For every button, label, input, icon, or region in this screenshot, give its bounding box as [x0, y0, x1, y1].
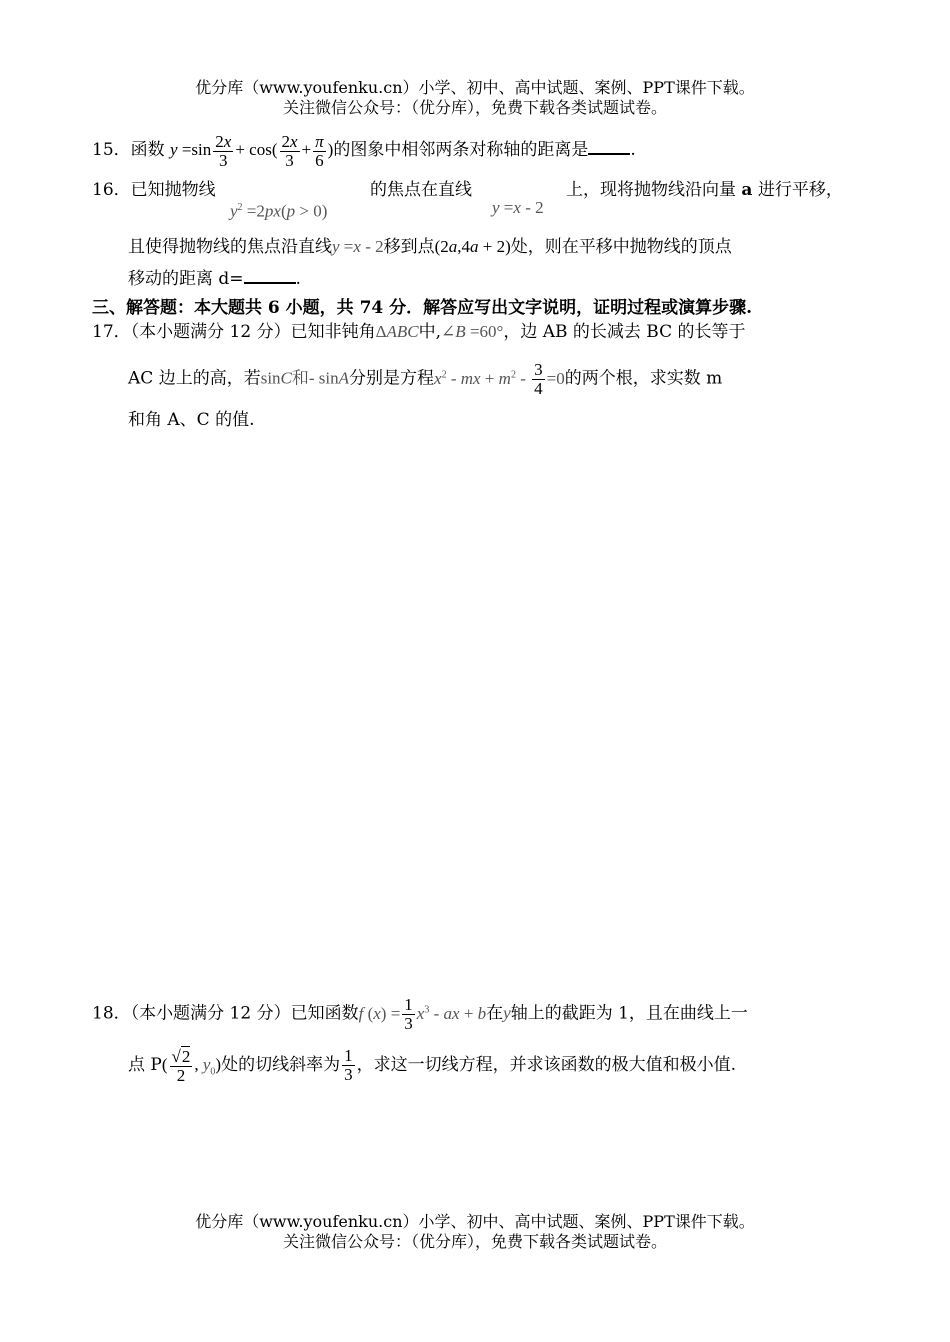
question-text: ，边 AB 的长减去 BC 的长等于 [503, 322, 746, 342]
question-text: AC 边上的高，若 [128, 368, 261, 389]
page-footer-line-2: 关注微信公众号：（优分库），免费下载各类试题试卷。 [282, 1232, 667, 1251]
formula-slope: $\frac{1}{3}$ [344, 1046, 353, 1084]
question-17-line-3 [128, 408, 255, 432]
question-text: 的图象中相邻两条对称轴的距离是 [333, 140, 589, 160]
answer-blank[interactable] [588, 139, 630, 155]
question-text: 在 [486, 1003, 504, 1024]
question-17-line-2 [128, 350, 722, 404]
question-text: 上，现将抛物线沿向量 [566, 180, 736, 200]
question-text: 处，则在平移中抛物线的顶点 [510, 237, 732, 257]
question-16-line-2 [128, 235, 732, 259]
vector-a: a [741, 180, 753, 200]
answer-blank[interactable] [244, 268, 296, 284]
formula-point-P: ( $\frac{√2}{2}$ , $y_0$) [161, 1046, 222, 1085]
question-text: ，求这一切线方程，并求该函数的极大值和极小值. [356, 1055, 736, 1075]
question-16-line-3 [128, 267, 301, 291]
question-number: 17． [92, 322, 131, 342]
question-text: 和角 A、C 的值. [128, 410, 255, 430]
question-text: 处的切线斜率为 [221, 1055, 341, 1075]
page-footer-line-1: 优分库（www.youfenku.cn）小学、初中、高中试题、案例、PPT课件下载。 [195, 1212, 755, 1231]
question-text: 的焦点在直线 [370, 180, 472, 200]
question-text: 且使得抛物线的焦点沿直线 [128, 237, 332, 257]
formula-triangle: ΔABC [375, 322, 419, 341]
question-text: 移动的距离 d= [128, 269, 244, 289]
formula-angle: ∠B =60° [441, 322, 504, 341]
period: . [630, 140, 636, 160]
question-text: 分别是方程 [349, 368, 435, 389]
formula-point: (2a,4a + 2) [434, 237, 511, 256]
question-number: 16． [92, 180, 131, 200]
question-15 [92, 128, 636, 172]
formula: y =sin $\frac{2x}{3}$ + cos( $\frac{2x}{3}$ + $\frac{\pi}{6}$ ) [170, 131, 334, 170]
question-text: 点 P [128, 1055, 162, 1075]
question-text: 已知抛物线 [130, 180, 216, 200]
formula-line-2: y =x - 2 [332, 237, 384, 256]
question-text: 函数 [130, 140, 165, 160]
formula-sinC: sinC [260, 368, 292, 388]
formula-parabola: $y^2 =2px(p > 0)$ [230, 201, 328, 221]
page-header-line-1: 优分库（www.youfenku.cn）小学、初中、高中试题、案例、PPT课件下载。 [195, 78, 755, 97]
question-text: 的两个根，求实数 m [564, 368, 723, 389]
question-text: （本小题满分 12 分）已知非钝角 [130, 322, 376, 342]
question-text: 移到点 [383, 237, 435, 257]
question-18-line-1 [92, 986, 748, 1038]
section-heading: 三、解答题：本大题共 6 小题，共 74 分．解答应写出文字说明，证明过程或演算步骤. [92, 298, 753, 318]
formula-y: y [503, 1003, 511, 1023]
question-number: 15． [92, 140, 131, 160]
question-text: 中, [418, 322, 442, 342]
period: . [295, 269, 301, 289]
question-16-line-1b [370, 178, 472, 202]
formula-sinA: - sinA [308, 368, 350, 388]
formula-function: f (x) = $\frac{1}{3}$ $x^3$ - ax + b [358, 995, 487, 1034]
question-text: 进行平移， [757, 180, 843, 200]
question-text: （本小题满分 12 分）已知函数 [130, 1003, 359, 1024]
formula-equation: $x^2$ - mx + $m^2$ - $\frac{3}{4}$ =0 [434, 360, 565, 399]
question-16-line-1 [92, 178, 216, 202]
question-17-line-1 [92, 320, 746, 344]
page-header-line-2: 关注微信公众号：（优分库），免费下载各类试题试卷。 [282, 98, 667, 117]
question-text: 轴上的截距为 1，且在曲线上一 [510, 1003, 748, 1024]
question-number: 18． [92, 1003, 131, 1024]
question-16-line-1c [566, 178, 843, 202]
question-text: 和 [291, 368, 309, 389]
question-18-line-2 [128, 1040, 736, 1097]
formula-line: y =x - 2 [492, 198, 544, 217]
